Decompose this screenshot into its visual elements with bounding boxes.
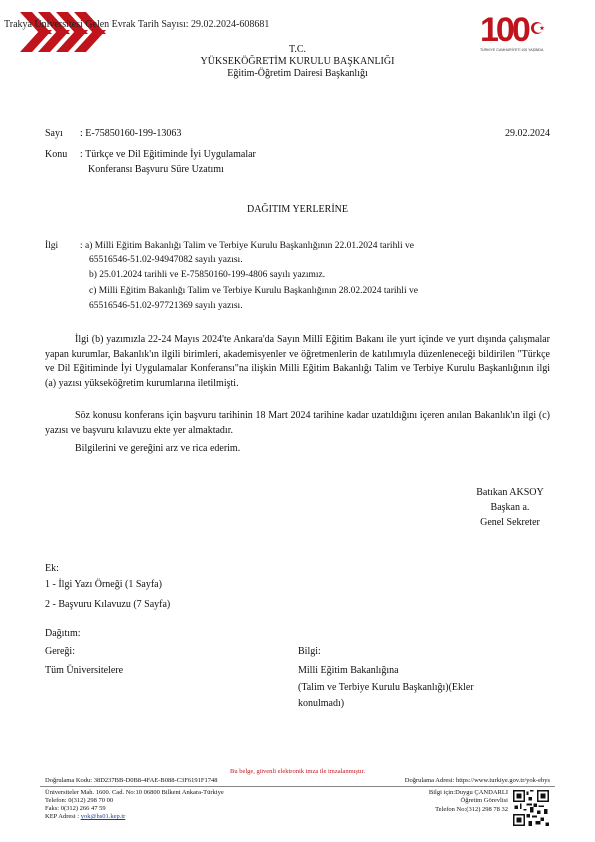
ilgi-a-line-1: : a) Milli Eğitim Bakanlığı Talim ve Terbiye Kurulu Başkanlığının 22.01.2024 tarihli ve	[80, 241, 414, 251]
qr-code	[513, 790, 549, 826]
bilgi-label: Bilgi:	[298, 646, 321, 657]
footer-phone: Telefon: 0(312) 298 70 00	[45, 797, 114, 804]
centenary-logo	[480, 12, 550, 60]
bilgi-line-3: konulmadı)	[298, 698, 345, 709]
document-date: 29.02.2024	[505, 128, 550, 139]
yok-logo	[18, 8, 128, 56]
attachments-label: Ek:	[45, 563, 59, 574]
sayi-label: Sayı	[45, 128, 63, 139]
konu-line-2: Konferansı Başvuru Süre Uzatımı	[88, 164, 224, 175]
incoming-stamp: Trakya Üniversitesi Gelen Evrak Tarih Sayısı: 29.02.2024-608681	[4, 19, 270, 30]
body-paragraph-2: Söz konusu konferans için başvuru tarihinin 18 Mart 2024 tarihine kadar uzatıldığını içeren anılan Bakanlık'ın ilgi (c) yazısı ve başvuru kılavuzu ekte yer almaktadır.	[45, 410, 550, 436]
ilgi-b-line-1: b) 25.01.2024 tarihli ve E-75850160-199-4806 sayılı yazımız.	[89, 270, 326, 280]
footer-divider	[40, 786, 555, 787]
ilgi-c-line-1: c) Milli Eğitim Bakanlığı Talim ve Terbiye Kurulu Başkanlığının 28.02.2024 tarihli ve	[89, 286, 418, 296]
konu-line-1: : Türkçe ve Dil Eğitiminde İyi Uygulamalar	[80, 149, 256, 160]
footer-fax: Faks: 0(312) 266 47 59	[45, 805, 106, 812]
contact-phone: Telefon No:(312) 298 78 32	[435, 806, 508, 813]
body-paragraph-1: İlgi (b) yazımızla 22-24 Mayıs 2024'te Ankara'da Sayın Millî Eğitim Bakanı ile yurt içinde ve yurt dışında çalışmalar yapan kurumlar, Bakanlık'ın ilgili birimleri, akademisyenler ve öğretmenlerin de katılımıyla düzenleneceği bildirilen "Türkçe ve Dil Eğitiminde İyi Uygulamalar Konferansı"na ilişkin Milli Eğitim Bakanlığı Talim ve Terbiye Kurulu Başkanlığının ilgi (a) yazısı yükseköğretim kurumlarına iletilmişti.	[45, 334, 550, 389]
signatory-title-2: Genel Sekreter	[480, 517, 540, 528]
konu-label: Konu	[45, 149, 68, 160]
bilgi-line-1: Milli Eğitim Bakanlığına	[298, 665, 399, 676]
signatory-title-1: Başkan a.	[490, 502, 530, 513]
ilgi-a-line-2: 65516546-51.02-94947082 sayılı yazısı.	[89, 255, 243, 265]
centenary-logo-caption: TÜRKİYE CUMHURİYETİ 100 YAŞINDA	[480, 48, 544, 52]
geregi-label: Gereği:	[45, 646, 75, 657]
esignature-notice: Bu belge, güvenli elektronik imza ile imzalanmıştır.	[229, 768, 366, 775]
crescent-star-icon	[530, 20, 546, 36]
centenary-logo-number: 100	[480, 11, 528, 49]
verification-code: Doğrulama Kodu: 38D237BB-D0B8-4FAE-B088-C3F6191F1748	[45, 777, 218, 784]
footer-kep	[45, 813, 125, 821]
contact-person: Bilgi için:Duygu ÇANDARLI	[428, 789, 508, 796]
attachment-item: 2 - Başvuru Kılavuzu (7 Sayfa)	[45, 599, 171, 610]
footer-address: Üniversiteler Mah. 1600. Cad. No:10 06800 Bilkent Ankara-Türkiye	[45, 789, 224, 796]
recipient-title: DAĞITIM YERLERİNE	[246, 204, 348, 215]
kep-label: KEP Adresi :	[45, 813, 80, 820]
signatory-name: Batıkan AKSOY	[476, 487, 544, 498]
verification-address[interactable]: Doğrulama Adresi: https://www.turkiye.gov.tr/yok-ebys	[404, 777, 550, 784]
header-tc: T.C.	[288, 44, 307, 55]
kep-address-link[interactable]: yok@hs01.kep.tr	[80, 813, 126, 820]
bilgi-line-2: (Talim ve Terbiye Kurulu Başkanlığı)(Ekler	[298, 682, 474, 693]
body-paragraph-3: Bilgilerini ve gereğini arz ve rica ederim.	[75, 443, 241, 454]
geregi-value: Tüm Üniversitelere	[45, 665, 124, 676]
contact-role: Öğretim Görevlisi	[460, 797, 508, 804]
distribution-label: Dağıtım:	[45, 628, 81, 639]
ilgi-c-line-2: 65516546-51.02-97721369 sayılı yazısı.	[89, 301, 243, 311]
header-department: Eğitim-Öğretim Dairesi Başkanlığı	[227, 68, 368, 79]
header-institution: YÜKSEKÖĞRETİM KURULU BAŞKANLIĞI	[200, 56, 395, 67]
attachment-item: 1 - İlgi Yazı Örneği (1 Sayfa)	[45, 579, 162, 590]
sayi-value: : E-75850160-199-13063	[80, 128, 182, 139]
ilgi-label: İlgi	[45, 241, 59, 251]
